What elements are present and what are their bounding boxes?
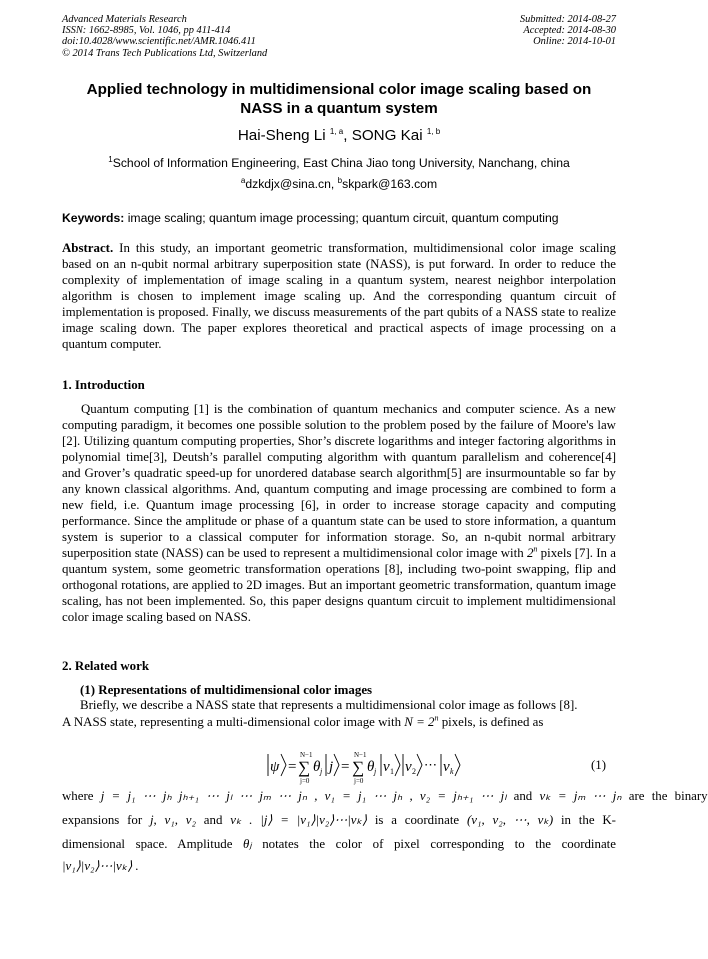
- svg-text:∑: ∑: [298, 758, 311, 777]
- keywords-label: Keywords:: [62, 211, 125, 225]
- submitted-date: Submitted: 2014-08-27: [519, 14, 616, 25]
- author-2: SONG Kai: [351, 127, 423, 144]
- svg-text:=: =: [341, 759, 350, 775]
- email-2: skpark@163.com: [342, 177, 438, 191]
- svg-text:=: =: [288, 759, 297, 775]
- author-1: Hai-Sheng Li: [237, 127, 326, 144]
- title-line-1: Applied technology in multidimensional color image scaling based on: [86, 81, 592, 98]
- related-line-2: [62, 714, 616, 730]
- svg-text:v: v: [405, 759, 412, 775]
- related-line-1: Briefly, we describe a NASS state that represents a multidimensional color image as follows [8].: [80, 698, 578, 712]
- pixel-count-exp: n: [533, 544, 538, 554]
- section-2-heading: 2. Related work: [62, 659, 149, 673]
- svg-text:v: v: [383, 759, 390, 775]
- exp-math-1: j, v₁, v₂: [149, 813, 196, 827]
- exp-math-3: |j⟩ = |v₁⟩|v₂⟩⋯|vₖ⟩: [260, 813, 367, 827]
- svg-text:j=0: j=0: [300, 777, 310, 785]
- intro-text-1: Quantum computing [1] is the combination of quantum mechanics and computer science. As a new computing paradigm, it becomes one possible solution to the problem posed by the failure of Moore's law [2]. Utilizing quantum computing properties, Shor’s discrete logarithms and integer factoring algorithms in polynomial time[3], Deutsh’s parallel computing algorithm with quantum parallelism and coherence[4] and Grover’s quadratic speed-up for unordered database search algorithm[5] are insurmountable so far by any known classical algorithms. And, quantum computing and image processing are combined to form a new field, i.e. Quantum image processing [6], in order to increase storage capacity and computing performance. Since the amplitude or phase of a quantum state can be used to store information, a quantum system is superior to a classical computer for information storage. So, an n-qubit normal arbitrary superposition state (NASS) can be used to represent a multidimensional color image with: [62, 402, 616, 560]
- dim-text-2: notates the color of pixel corresponding to the coordinate: [262, 837, 616, 851]
- exp-math-2: vₖ .: [230, 813, 253, 827]
- email-sup-b: b: [337, 175, 343, 185]
- dim-text-1: dimensional space. Amplitude: [62, 837, 233, 851]
- abstract-text: In this study, an important geometric transformation, multidimensional color image scaling based on an n-qubit normal arbitrary superposition state (NASS), is put forward. In order to reduce the complexity of implementation of image scaling in a quantum system, nearest neighbor interpolation algorithm is chosen to implement image scaling up. And the corresponding quantum circuit of implementation is proposed. Finally, we discuss measurements of the part qubits of a NASS state to realize image scaling down. The paper explores theoretical and practical aspects of image processing on a quantum computer.: [62, 241, 616, 351]
- affiliation-text: School of Information Engineering, East China Jiao tong University, Nanchang, china: [112, 156, 570, 170]
- accepted-date: Accepted: 2014-08-30: [523, 25, 616, 37]
- section-1-body: [62, 401, 616, 625]
- svg-text:k: k: [450, 767, 454, 776]
- exp-text-3: is a coordinate: [374, 813, 460, 827]
- keywords-text: image scaling; quantum image processing; quantum circuit, quantum computing: [127, 211, 559, 225]
- svg-text:1: 1: [390, 767, 394, 776]
- email-sup-a: a: [240, 175, 246, 185]
- equation-number: (1): [590, 758, 606, 772]
- copyright-line: © 2014 Trans Tech Publications Ltd, Switzerland: [62, 47, 268, 59]
- online-date: Online: 2014-10-01: [533, 36, 616, 48]
- svg-text:j=0: j=0: [354, 777, 364, 785]
- exp-text-4: in the K-: [560, 813, 616, 827]
- where-math-1: j = j₁ ⋯ jₕ jₕ₊₁ ⋯ jₗ ⋯ jₘ ⋯ jₙ , v₁ = j₁ ⋯ jₕ , v₂ = jₕ₊₁ ⋯ jₗ: [100, 789, 507, 803]
- svg-text:j: j: [329, 759, 334, 775]
- author-separator: ,: [343, 127, 348, 144]
- author-line: [40, 127, 638, 145]
- svg-text:2: 2: [412, 767, 416, 776]
- dimension-line: [62, 836, 616, 852]
- author-1-sup: 1, a: [329, 126, 344, 136]
- coordinate-line: [62, 858, 616, 874]
- intro-text-2: pixels [7]. In a quantum system, some geometric transformation operations [8], including two-point swapping, flip and orthogonal rotations, are applied to 2D images. But an important geometric transformation, quantum image scaling, has not been implemented. So, this paper designs quantum circuit to implement multidimensional color image scaling based on NASS.: [62, 546, 616, 624]
- pixel-count-eq: N = 2: [404, 715, 435, 729]
- affiliation-sup: 1: [108, 154, 113, 164]
- exp-text-1: expansions for: [62, 813, 143, 827]
- journal-name: Advanced Materials Research: [62, 14, 187, 25]
- svg-text:⋯: ⋯: [424, 757, 437, 772]
- affiliation: [30, 155, 648, 171]
- doi-line: doi:10.4028/www.scientific.net/AMR.1046.411: [62, 36, 256, 48]
- svg-text:N−1: N−1: [354, 751, 367, 759]
- related-line-2-text: A NASS state, representing a multi-dimensional color image with: [62, 715, 402, 729]
- emails: [40, 176, 638, 192]
- where-text-1: where: [62, 789, 94, 803]
- svg-text:θ: θ: [313, 759, 321, 775]
- svg-text:∑: ∑: [352, 758, 365, 777]
- where-math-2: vₖ = jₘ ⋯ jₙ: [539, 789, 622, 803]
- exp-text-2: and: [203, 813, 223, 827]
- expansions-line: [62, 812, 616, 828]
- title-line-2: NASS in a quantum system: [240, 100, 438, 117]
- keywords: [62, 210, 622, 226]
- last-math: |v₁⟩|v₂⟩⋯|vₖ⟩ .: [62, 859, 139, 873]
- abstract-label: Abstract.: [62, 241, 114, 255]
- pixel-count-base: 2: [526, 546, 534, 560]
- journal-header-right: [520, 14, 616, 48]
- where-text-3: are the binary: [628, 789, 708, 803]
- where-text-2: and: [513, 789, 533, 803]
- exp-math-4: (v₁, v₂, ⋯, vₖ): [466, 813, 554, 827]
- journal-header-left: [62, 14, 267, 59]
- author-2-sup: 1, b: [426, 126, 441, 136]
- where-line: [62, 788, 708, 804]
- dim-math-1: θⱼ: [243, 837, 252, 851]
- issn-line: ISSN: 1662-8985, Vol. 1046, pp 411-414: [62, 25, 231, 37]
- related-line-2-end: pixels, is defined as: [441, 715, 544, 729]
- subsection-heading: (1) Representations of multidimensional color images: [80, 683, 373, 697]
- equation-1: [62, 748, 616, 786]
- abstract: [62, 240, 616, 352]
- svg-text:θ: θ: [367, 759, 375, 775]
- svg-text:ψ: ψ: [270, 759, 280, 775]
- email-1: dzkdjx@sina.cn,: [245, 177, 335, 191]
- paper-title: [40, 80, 638, 118]
- svg-text:v: v: [443, 759, 450, 775]
- svg-text:j: j: [374, 767, 377, 776]
- equation-1-svg: [62, 748, 616, 792]
- pixel-count-eq-exp: n: [434, 713, 439, 723]
- section-1-heading: 1. Introduction: [62, 378, 145, 392]
- svg-text:N−1: N−1: [300, 751, 313, 759]
- svg-text:j: j: [320, 767, 323, 776]
